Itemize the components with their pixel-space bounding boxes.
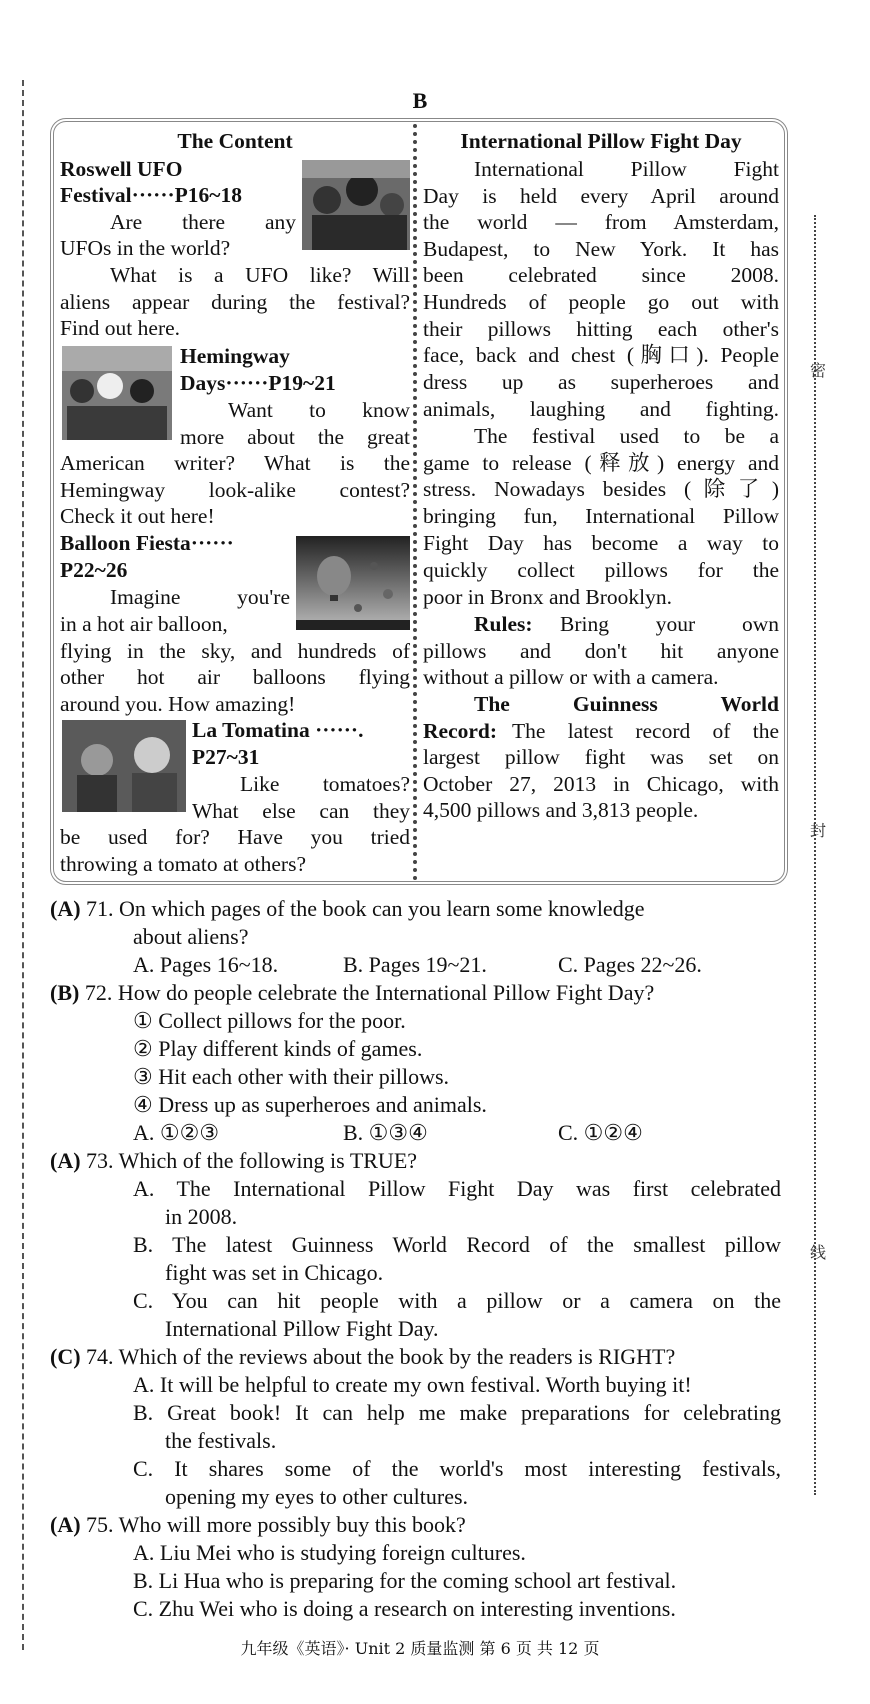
- pillow-heading: International Pillow Fight Day: [460, 129, 742, 153]
- item-72-1: ① Collect pillows for the poor.: [133, 1008, 406, 1033]
- rules-text-2: pillows and don't hit anyone: [423, 639, 779, 663]
- pillow-p1-line: Budapest, to New York. It has: [423, 237, 779, 261]
- tomatina-text-2: What else can they: [192, 799, 410, 823]
- answer-74: (C): [50, 1344, 81, 1369]
- rules-text-1: Bring your own: [560, 612, 779, 636]
- item-72-2: ② Play different kinds of games.: [133, 1036, 423, 1061]
- answer-72: (B): [50, 980, 80, 1005]
- option-72-a: A. ①②③: [133, 1120, 220, 1145]
- pillow-p1-line: the world — from Amsterdam,: [423, 210, 779, 234]
- answer-71: (A): [50, 896, 81, 921]
- balloon-text-2: in a hot air balloon,: [60, 612, 228, 636]
- pillow-p2-line: game to release (释放) energy and: [423, 451, 779, 475]
- tomatina-text-3: be used for? Have you tried: [60, 825, 410, 849]
- tomatina-title-1: La Tomatina ······.: [192, 718, 364, 742]
- option-71-a: A. Pages 16~18.: [133, 952, 279, 977]
- rules-text-3: without a pillow or with a camera.: [423, 665, 719, 689]
- item-72-4: ④ Dress up as superheroes and animals.: [133, 1092, 487, 1117]
- option-74-a: A. It will be helpful to create my own festival. Worth buying it!: [133, 1372, 692, 1397]
- option-73-a-cont: in 2008.: [165, 1204, 238, 1229]
- balloon-fiesta-photo: [296, 536, 410, 630]
- question-72-stem: 72. How do people celebrate the International Pillow Fight Day?: [84, 980, 655, 1005]
- option-72-c: C. ①②④: [558, 1120, 643, 1145]
- hemingway-text-4: Hemingway look-alike contest?: [60, 478, 410, 502]
- option-71-c: C. Pages 22~26.: [558, 952, 702, 977]
- option-71-b: B. Pages 19~21.: [343, 952, 487, 977]
- option-73-b: B. The latest Guinness World Record of the smallest pillow: [133, 1232, 781, 1257]
- rules-label: Rules:: [474, 612, 533, 636]
- hemingway-text-2: more about the great: [180, 425, 410, 449]
- tomatina-title-2: P27~31: [192, 745, 260, 769]
- roswell-text-5: Find out here.: [60, 316, 181, 340]
- roswell-title-2: Festival······P16~18: [60, 183, 242, 207]
- pillow-p1-line: International Pillow Fight: [474, 157, 779, 181]
- balloon-title-1: Balloon Fiesta······: [60, 531, 234, 555]
- question-74: [50, 1343, 675, 1371]
- pillow-p1-line: been celebrated since 2008.: [423, 263, 779, 287]
- right-binding-line: [814, 215, 816, 1495]
- ufo-festival-photo: [302, 160, 410, 250]
- option-73-c: C. You can hit people with a pillow or a camera on the: [133, 1288, 781, 1313]
- question-73-stem: 73. Which of the following is TRUE?: [86, 1148, 418, 1173]
- answer-73: (A): [50, 1148, 81, 1173]
- pillow-p1-line: Hundreds of people go out with: [423, 290, 779, 314]
- pillow-p1-line: their pillows hitting each other's: [423, 317, 779, 341]
- option-75-c: C. Zhu Wei who is doing a research on interesting inventions.: [133, 1596, 676, 1621]
- question-71-stem: 71. On which pages of the book can you learn some knowledge: [86, 896, 645, 921]
- pillow-p2-line: stress. Nowadays besides (除了): [423, 477, 779, 501]
- hemingway-title-2: Days······P19~21: [180, 371, 336, 395]
- balloon-text-4: other hot air balloons flying: [60, 665, 410, 689]
- section-title: B: [412, 88, 428, 113]
- pillow-p1-line: dress up as superheroes and: [423, 370, 779, 394]
- record-text-4: 4,500 pillows and 3,813 people.: [423, 798, 699, 822]
- option-72-b: B. ①③④: [343, 1120, 428, 1145]
- answer-75: (A): [50, 1512, 81, 1537]
- balloon-title-2: P22~26: [60, 558, 128, 582]
- option-73-b-cont: fight was set in Chicago.: [165, 1260, 384, 1285]
- page-footer: 九年级《英语》· Unit 2 质量监测 第 6 页 共 12 页: [240, 1639, 600, 1658]
- question-72: [50, 979, 654, 1007]
- pillow-p2-line: quickly collect pillows for the: [423, 558, 779, 582]
- record-text-2: largest pillow fight was set on: [423, 745, 779, 769]
- margin-mark-line: 线: [809, 1243, 826, 1262]
- question-73: [50, 1147, 417, 1175]
- question-75: [50, 1511, 466, 1539]
- roswell-text-3: What is a UFO like? Will: [110, 263, 410, 287]
- roswell-title-1: Roswell UFO: [60, 157, 183, 181]
- content-heading: The Content: [177, 129, 293, 153]
- record-label-2: Record:: [423, 719, 498, 743]
- question-75-stem: 75. Who will more possibly buy this book?: [86, 1512, 466, 1537]
- option-74-c: C. It shares some of the world's most interesting festivals,: [133, 1456, 781, 1481]
- tomatina-text-1: Like tomatoes?: [240, 772, 410, 796]
- option-74-b: B. Great book! It can help me make preparations for celebrating: [133, 1400, 781, 1425]
- item-72-3: ③ Hit each other with their pillows.: [133, 1064, 450, 1089]
- record-text-3: October 27, 2013 in Chicago, with: [423, 772, 779, 796]
- column-divider: [413, 124, 417, 881]
- roswell-text-2: UFOs in the world?: [60, 236, 231, 260]
- tomatina-text-4: throwing a tomato at others?: [60, 852, 306, 876]
- roswell-text-4: aliens appear during the festival?: [60, 290, 410, 314]
- option-73-a: A. The International Pillow Fight Day was first celebrated: [133, 1176, 781, 1201]
- margin-mark-envelope: 封: [809, 821, 826, 840]
- option-74-b-cont: the festivals.: [165, 1428, 277, 1453]
- pillow-p2-line: bringing fun, International Pillow: [423, 504, 779, 528]
- la-tomatina-photo: [62, 720, 186, 812]
- option-73-c-cont: International Pillow Fight Day.: [165, 1316, 439, 1341]
- pillow-p1-line: animals, laughing and fighting.: [423, 397, 779, 421]
- roswell-text-1: Are there any: [110, 210, 296, 234]
- balloon-text-3: flying in the sky, and hundreds of: [60, 639, 410, 663]
- balloon-text-1: Imagine you're: [110, 585, 290, 609]
- left-binding-line: [22, 80, 24, 1650]
- pillow-p2-line: Fight Day has become a way to: [423, 531, 779, 555]
- hemingway-text-3: American writer? What is the: [60, 451, 410, 475]
- option-75-a: A. Liu Mei who is studying foreign cultures.: [133, 1540, 526, 1565]
- pillow-p1-line: face, back and chest (胸口). People: [423, 343, 779, 367]
- question-74-stem: 74. Which of the reviews about the book by the readers is RIGHT?: [86, 1344, 676, 1369]
- record-label-1: The Guinness World: [474, 692, 779, 716]
- hemingway-days-photo: [62, 346, 172, 440]
- pillow-p2-line: poor in Bronx and Brooklyn.: [423, 585, 673, 609]
- hemingway-text-1: Want to know: [228, 398, 410, 422]
- record-text-1: The latest record of the: [512, 719, 779, 743]
- option-74-c-cont: opening my eyes to other cultures.: [165, 1484, 469, 1509]
- hemingway-text-5: Check it out here!: [60, 504, 215, 528]
- margin-mark-seal: 密: [809, 361, 826, 380]
- pillow-p1-line: Day is held every April around: [423, 184, 779, 208]
- question-71-stem-cont: about aliens?: [133, 924, 249, 949]
- option-75-b: B. Li Hua who is preparing for the coming school art festival.: [133, 1568, 677, 1593]
- question-71: [50, 895, 644, 923]
- balloon-text-5: around you. How amazing!: [60, 692, 296, 716]
- hemingway-title-1: Hemingway: [180, 344, 290, 368]
- pillow-p2-line: The festival used to be a: [474, 424, 779, 448]
